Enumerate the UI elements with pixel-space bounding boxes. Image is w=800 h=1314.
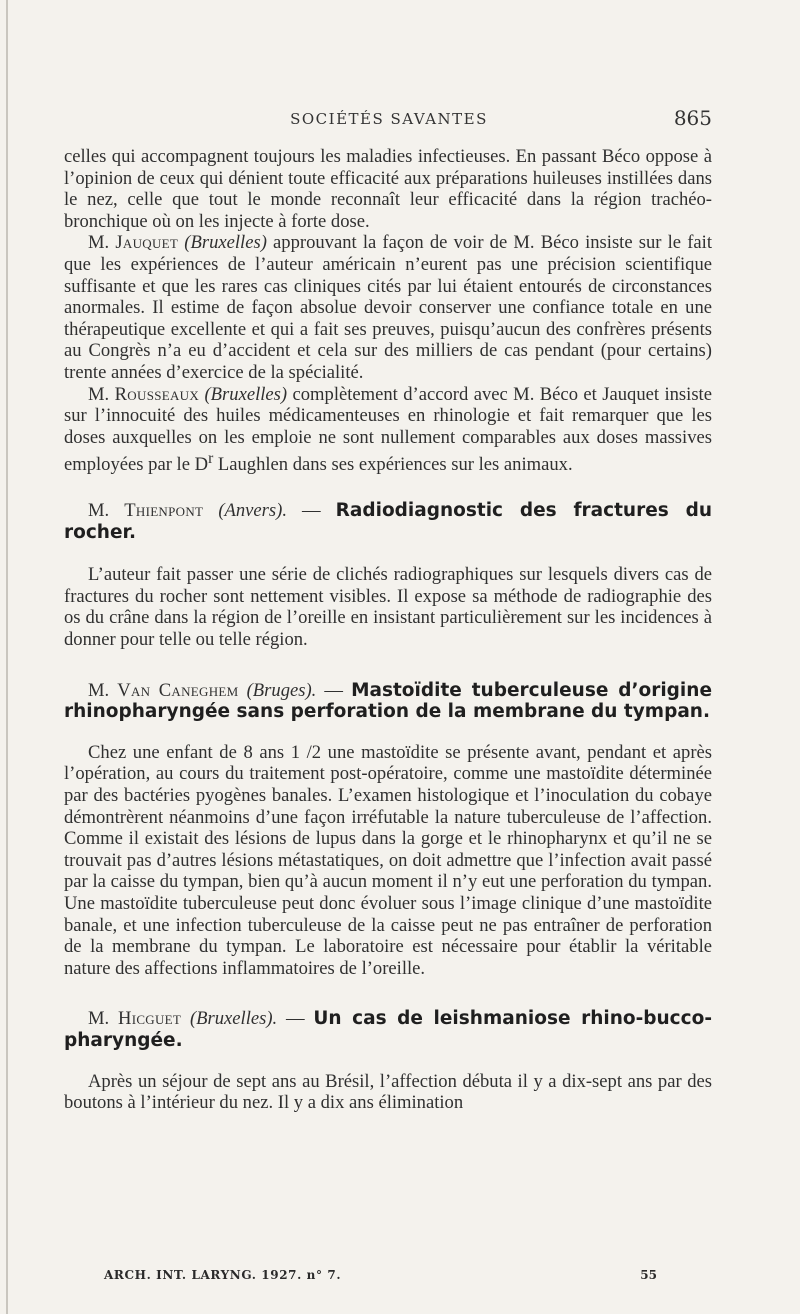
paragraph-jauquet [64, 232, 712, 383]
speaker-name: Van Caneghem [117, 679, 239, 701]
page-footer [104, 1268, 657, 1288]
speaker-prefix: M. [88, 1008, 118, 1030]
paragraph-continued: celles qui accompagnent toujours les maladies infectieuses. En passant Béco oppose à l’opinion de ceux qui dénient toute efficacité aux préparations huileuses instillées dans le nez, celle que tout le monde reconnaît leur efficacité dans la région trachéo-bronchique où on les injecte à forte dose. [64, 146, 712, 232]
page-header [66, 104, 712, 134]
speaker-name: Jauquet [115, 232, 179, 254]
section-heading-van-caneghem [64, 680, 712, 723]
speaker-prefix: M. [88, 232, 116, 254]
heading-dash: — [277, 1008, 314, 1030]
speaker-location: (Bruges). [246, 679, 317, 701]
section-heading-hicguet [64, 1008, 712, 1051]
section-title: Mastoïdite tuberculeuse d’origine rhinopharyngée sans perforation de la membrane du tympan. [64, 679, 712, 723]
superscript: r [208, 450, 214, 468]
section-title: Radiodiagnostic des fractures du rocher. [64, 500, 713, 543]
running-title: SOCIÉTÉS SAVANTES [290, 110, 488, 128]
speaker-location: (Bruxelles) [204, 383, 288, 405]
speaker-name: Hicguet [117, 1008, 182, 1030]
speaker-location: (Bruxelles). [189, 1008, 278, 1030]
heading-dash: — [316, 679, 352, 701]
paragraph-text-end: Laughlen dans ses expériences sur les animaux. [213, 454, 573, 476]
page-body [64, 146, 712, 1114]
speaker-prefix: M. [88, 383, 115, 405]
heading-dash: — [286, 500, 336, 522]
section-heading-thienpont [64, 500, 712, 543]
page-edge [6, 0, 8, 1314]
section-text-hicguet: Après un séjour de sept ans au Brésil, l’affection débuta il y a dix-sept ans par des boutons à l’intérieur du nez. Il y a dix ans élimination [64, 1070, 712, 1114]
paragraph-text: approuvant la façon de voir de M. Béco insiste sur le fait que les expériences de l’auteur américain n’eurent pas une précision scientifique suffisante et que les rares cas cliniques cités par lui étaient entourés de circonstances anormales. Il estime de façon absolue devoir conserver une confiance totale en une thérapeutique excellente et qui a fait ses preuves, puisqu’aucun des confrères présents au Congrès n’a eu d’accident et cela sur des milliers de cas pendant (pour certains) trente années d’exercice de la spécialité. [64, 232, 712, 383]
speaker-location: (Anvers). [218, 500, 287, 522]
speaker-name: Rousseaux [114, 383, 200, 405]
journal-citation: ARCH. INT. LARYNG. 1927. n° 7. [104, 1268, 342, 1282]
paragraph-rousseaux [64, 384, 712, 477]
paragraph-text: complètement d’accord avec M. Béco et Jauquet insiste sur l’innocuité des huiles médicamenteuses en rhinologie et fait remarquer que les doses auxquelles on les emploie ne sont nullement comparables aux doses massives employées par le D [64, 383, 712, 476]
section-title: Un cas de leishmaniose rhino-bucco-pharyngée. [64, 1008, 713, 1051]
section-text-van-caneghem: Chez une enfant de 8 ans 1 /2 une mastoïdite se présente avant, pendant et après l’opération, au cours du traitement post-opératoire, comme une mastoïdite déterminée par des bactéries pyogènes banales. L’examen histologique et l’inoculation du cobaye démontrèrent néanmoins d’une façon irréfutable la nature tuberculeuse de l’affection. Comme il existait des lésions de lupus dans la gorge et le rhinopharynx et qu’il ne se trouvait pas d’autres lésions métastatiques, on doit admettre que l’infection avait passé par la caisse du tympan, bien qu’à aucun moment il n’y eut une perforation du tympan. Une mastoïdite tuberculeuse peut donc évoluer sous l’image clinique d’une mastoïdite banale, et une infection tuberculeuse de la caisse peut ne pas entraîner de perforation de la membrane du tympan. Le laboratoire est nécessaire pour établir la véritable nature des affections inflammatoires de l’oreille. [64, 741, 712, 979]
section-text-thienpont: L’auteur fait passer une série de clichés radiographiques sur lesquels divers cas de fractures du rocher sont nettement visibles. Il expose sa méthode de radiographie des os du crâne dans la région de l’oreille en insistant particulièrement sur les incidences à donner pour telle ou telle région. [64, 564, 712, 651]
sheet-number: 55 [640, 1268, 657, 1282]
page-number: 865 [673, 106, 712, 130]
speaker-prefix: M. [88, 500, 125, 522]
speaker-name: Thienpont [124, 500, 204, 522]
speaker-prefix: M. [88, 679, 118, 701]
speaker-location: (Bruxelles) [184, 232, 267, 254]
